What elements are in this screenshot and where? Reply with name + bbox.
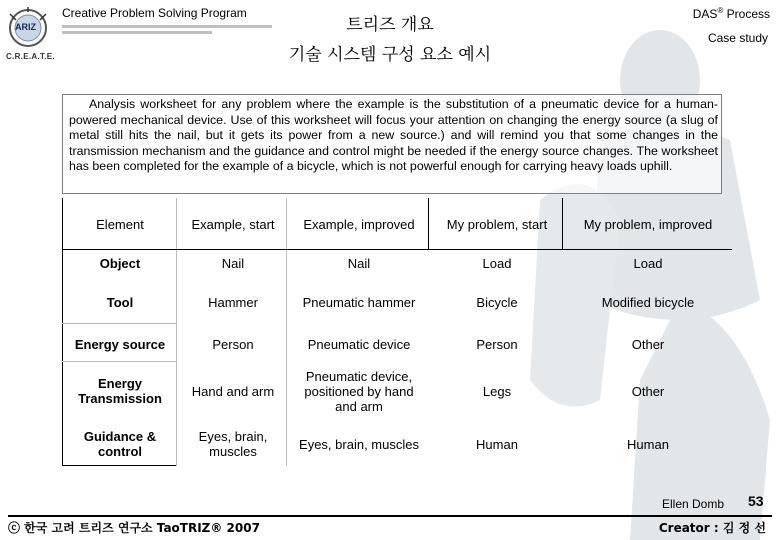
table-cell: Human [476,436,518,452]
table-row [62,360,732,422]
page-subtitle: 기술 시스템 구성 요소 예시 [288,45,492,65]
table-cell: Load [633,255,663,271]
table-row [62,250,732,276]
table-cell: Pneumatic device [307,336,411,352]
worksheet-table [62,198,732,466]
intro-paragraph: Analysis worksheet for any problem where the example is the substitution of a pneumatic device for a human-powered mechanical device. Use of this worksheet will focus your attention on changing the energy source (a slug of metal still hits the nail, but it gets its power from a new source.) and will remind you that some changes in the transmission mechanism and the guidance and control might be needed if the energy source changes. The worksheet has been completed for the example of a bicycle, which is not powerful enough for carrying heavy loads uphill. [62,94,722,194]
table-cell: Bicycle [476,294,518,310]
table-row [62,276,732,328]
table-row-head: Energy Transmission [78,376,162,406]
table-cell: Person [212,336,254,352]
author-name: Ellen Domb [662,497,725,511]
footer-copyright: ⓒ 한국 고려 트리즈 연구소 TaoTRIZ® 2007 [8,521,260,535]
table-header-cell: Example, start [191,216,275,232]
table-cell: Eyes, brain, muscles [198,429,268,459]
table-cell: Other [631,336,665,352]
program-name: Creative Problem Solving Program [62,6,247,20]
table-row-head: Energy source [74,336,166,352]
table-grid-line [176,198,177,466]
table-grid-line [62,249,732,250]
table-cell: Load [482,255,512,271]
table-cell: Pneumatic hammer [302,294,416,310]
table-grid-line [62,198,63,466]
table-cell: Legs [482,383,512,399]
table-header-cell: My problem, start [446,216,548,232]
table-header-row [62,198,732,250]
footer-creator: Creator : 김 정 선 [658,521,766,535]
table-grid-line [62,323,176,324]
table-row-head: Guidance & control [83,429,157,459]
table-grid-line [562,198,563,250]
table-grid-line [428,198,429,250]
table-grid-line [62,465,176,466]
table-cell: Pneumatic device, positioned by hand and arm [304,368,414,414]
table-grid-line [286,198,287,466]
process-sup: ® [717,6,724,15]
table-cell: Eyes, brain, muscles [299,436,419,452]
table-cell: Human [627,436,669,452]
page-number: 53 [748,493,764,509]
process-name: DAS [692,7,718,21]
process-label [693,6,770,21]
table-row [62,328,732,360]
table-cell: Nail [347,255,371,271]
table-cell: Hammer [208,294,258,310]
table-header-cell: Example, improved [303,216,415,232]
process-rest: Process [723,7,770,21]
page-title: 트리즈 개요 [346,15,434,35]
case-study-label: Case study [707,31,768,45]
table-cell: Nail [221,255,245,271]
logo-create-text: C.R.E.A.T.E. [6,52,55,61]
table-row [62,422,732,466]
table-header-cell: Element [96,216,144,232]
table-grid-line [62,361,176,362]
table-row-head: Object [99,255,141,271]
table-cell: Modified bicycle [601,294,695,310]
footer-divider [8,515,772,517]
table-cell: Person [476,336,518,352]
table-header-cell: My problem, improved [583,216,713,232]
logo-ariz-text: ARIZ [15,22,36,32]
table-row-head: Tool [106,294,134,310]
table-cell: Hand and arm [191,383,275,399]
table-cell: Other [631,383,665,399]
